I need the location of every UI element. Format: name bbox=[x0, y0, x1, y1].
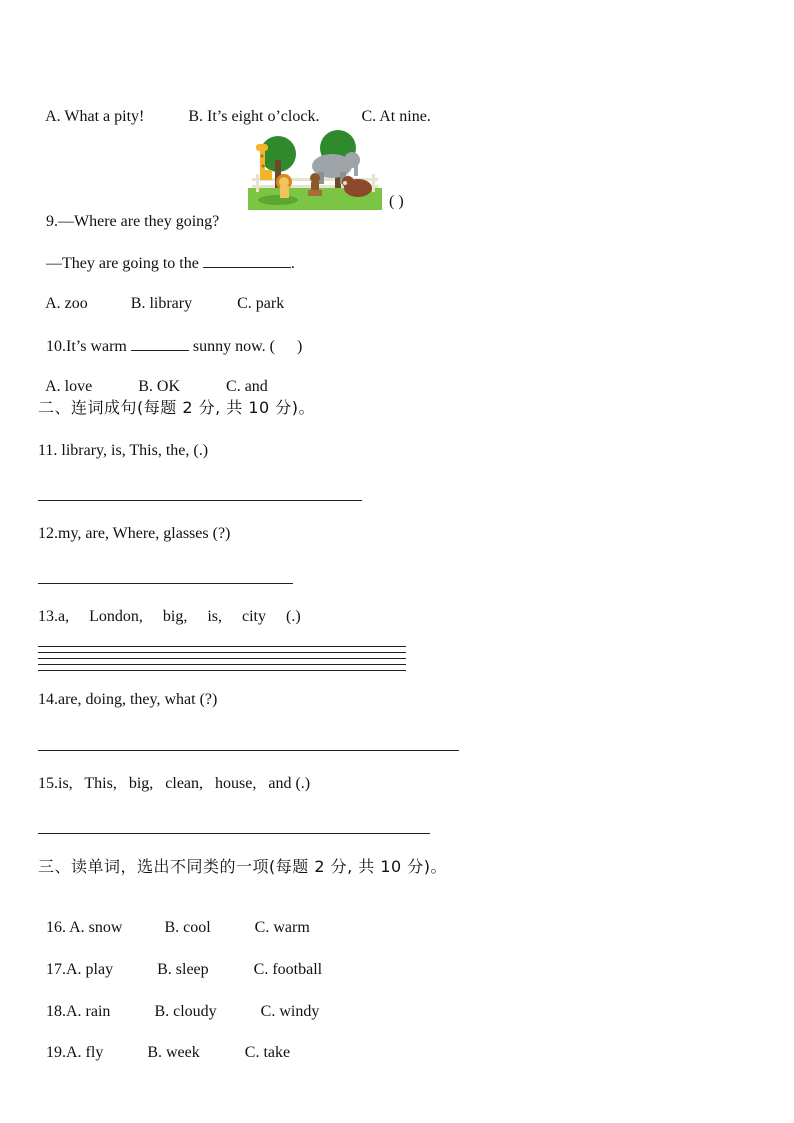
q11-words: 11. library, is, This, the, (.) bbox=[38, 442, 209, 459]
q10-close: ) bbox=[296, 338, 303, 355]
q13-answer-line-5[interactable] bbox=[38, 670, 406, 671]
q13-answer-line-2[interactable] bbox=[38, 652, 406, 653]
q16-option-b: B. cool bbox=[164, 919, 211, 936]
q9-question-text: 9.—Where are they going? bbox=[46, 213, 220, 230]
q14-words: 14.are, doing, they, what (?) bbox=[38, 691, 218, 708]
q9-option-b: B. library bbox=[130, 295, 193, 312]
q17-option-b: B. sleep bbox=[157, 961, 209, 978]
q12-words: 12.my, are, Where, glasses (?) bbox=[38, 525, 231, 542]
section2-title: 二、连词成句(每题 2 分, 共 10 分)。 bbox=[38, 398, 316, 417]
q18-option-b: B. cloudy bbox=[154, 1003, 217, 1020]
q15-words: 15.is, This, big, clean, house, and (.) bbox=[38, 775, 311, 792]
q10-prefix: 10.It’s warm bbox=[46, 338, 131, 355]
q19-row bbox=[38, 1023, 290, 1063]
q9-bracket: ( ) bbox=[389, 193, 404, 210]
q9-answer-prefix: —They are going to the bbox=[46, 255, 203, 272]
q11-answer-line[interactable] bbox=[38, 500, 362, 501]
q8-option-a: A. What a pity! bbox=[45, 108, 145, 125]
q10-question bbox=[38, 316, 302, 357]
q9-option-a: A. zoo bbox=[45, 295, 88, 312]
q9-answer-blank[interactable] bbox=[203, 253, 291, 268]
q12-answer-line[interactable] bbox=[38, 583, 293, 584]
q9-answer-suffix: . bbox=[290, 255, 295, 272]
q18-option-a: 18.A. rain bbox=[46, 1003, 111, 1020]
q19-option-a: 19.A. fly bbox=[46, 1044, 104, 1061]
q9-question bbox=[38, 192, 219, 232]
q10-option-b: B. OK bbox=[138, 378, 181, 395]
q14-answer-line[interactable] bbox=[38, 750, 459, 751]
section3-title: 三、读单词，选出不同类的一项(每题 2 分, 共 10 分)。 bbox=[38, 857, 448, 876]
q9-option-c: C. park bbox=[237, 295, 285, 312]
q17-option-a: 17.A. play bbox=[46, 961, 114, 978]
q17-option-c: C. football bbox=[253, 961, 323, 978]
zoo-animals-picture bbox=[248, 130, 382, 210]
q19-option-b: B. week bbox=[147, 1044, 200, 1061]
q17-row bbox=[38, 940, 322, 980]
q8-option-b: B. It’s eight o’clock. bbox=[188, 108, 320, 125]
q13-words: 13.a, London, big, is, city (.) bbox=[38, 608, 301, 625]
q10-suffix: sunny now. ( bbox=[188, 338, 275, 355]
q13-answer-line-4[interactable] bbox=[38, 664, 406, 665]
q19-option-c: C. take bbox=[244, 1044, 291, 1061]
q13-answer-line-3[interactable] bbox=[38, 658, 406, 659]
q8-options bbox=[38, 87, 431, 127]
q10-option-c: C. and bbox=[226, 378, 268, 395]
q13-answer-line-1[interactable] bbox=[38, 646, 406, 647]
q18-row bbox=[38, 982, 319, 1022]
q10-options bbox=[38, 357, 268, 397]
q16-option-c: C. warm bbox=[254, 919, 310, 936]
q10-answer-blank[interactable] bbox=[131, 336, 189, 351]
q18-option-c: C. windy bbox=[260, 1003, 320, 1020]
q9-answer bbox=[38, 233, 295, 274]
q10-option-a: A. love bbox=[45, 378, 93, 395]
q16-option-a: 16. A. snow bbox=[46, 919, 123, 936]
q8-option-c: C. At nine. bbox=[361, 108, 431, 125]
q15-answer-line[interactable] bbox=[38, 833, 430, 834]
q16-row bbox=[38, 898, 310, 938]
q9-options bbox=[38, 274, 284, 314]
